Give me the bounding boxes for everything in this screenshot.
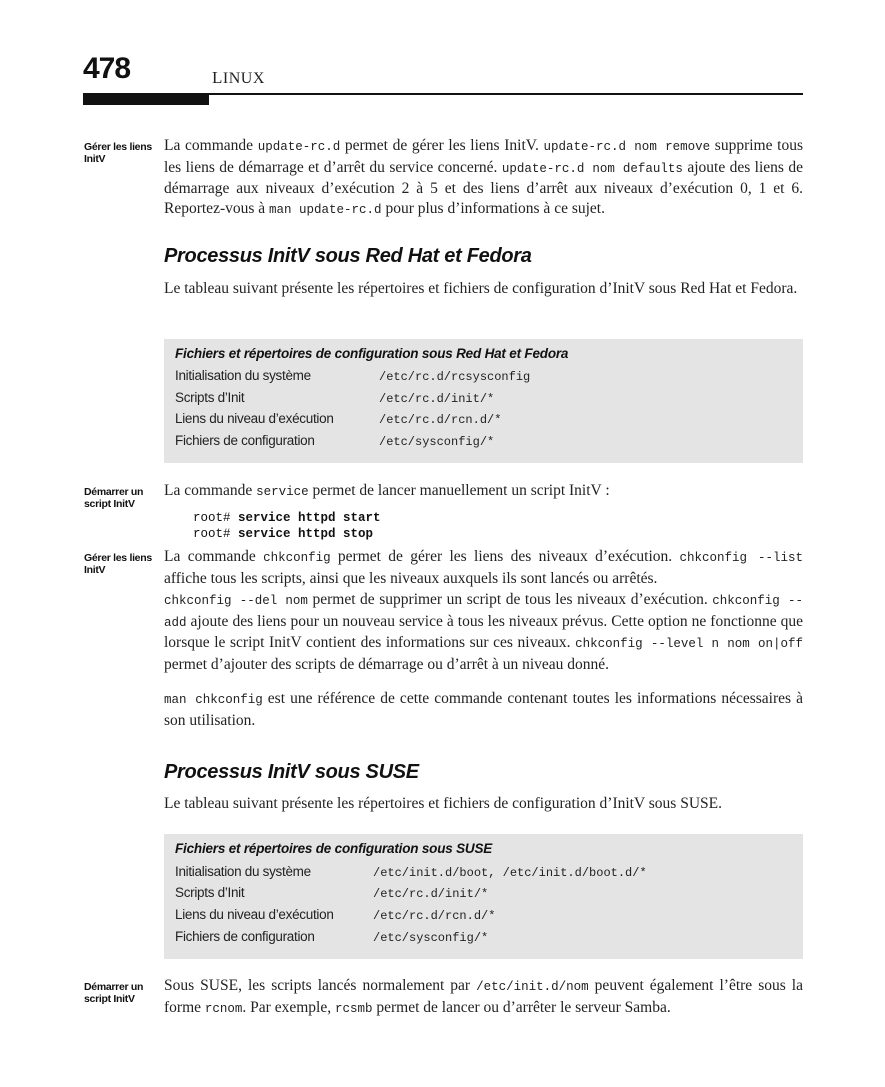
text: La commande — [164, 548, 264, 565]
inline-code: chkconfig --level n nom on|off — [575, 637, 803, 651]
text: Le tableau suivant présente les répertoires et fichiers de configuration d’InitV sous SUSE. — [164, 795, 722, 812]
config-row-label: Initialisation du système — [175, 368, 311, 383]
config-row-value: /etc/rc.d/init/* — [373, 887, 489, 901]
config-row-label: Scripts d’Init — [175, 390, 245, 405]
margin-note-manage-links: Gérer les liens InitV — [84, 141, 152, 165]
paragraph-service — [164, 481, 803, 503]
margin-note-start-script: Démarrer un script InitV — [84, 981, 144, 1005]
config-table-title: Fichiers et répertoires de configuration sous SUSE — [175, 841, 493, 856]
inline-code: update-rc.d — [257, 140, 341, 154]
code-line — [193, 510, 381, 526]
code-block — [193, 510, 381, 542]
text: . Par exemple, — [242, 998, 335, 1016]
code-command: service httpd stop — [238, 527, 374, 541]
text: affiche tous les scripts, ainsi que les niveaux auxquels ils sont lancés ou arrêtés. — [164, 569, 658, 587]
text: permet de lancer manuellement un script InitV : — [308, 482, 610, 499]
running-title-initial: L — [212, 68, 223, 87]
config-row-value: /etc/rc.d/rcn.d/* — [379, 413, 502, 427]
config-row-label: Liens du niveau d’exécution — [175, 411, 334, 426]
inline-code: update-rc.d nom defaults — [501, 161, 683, 176]
config-row-label: Liens du niveau d’exécution — [175, 907, 334, 922]
inline-code: man update-rc.d — [269, 202, 382, 217]
text: pour plus d’informations à ce sujet. — [381, 199, 605, 217]
config-table-row — [175, 411, 795, 433]
header-rule-block — [83, 95, 209, 105]
config-table-redhat — [164, 339, 803, 463]
text: permet de lancer ou d’arrêter le serveur Samba. — [372, 998, 671, 1016]
text: Le tableau suivant présente les répertoires et fichiers de configuration d’InitV sous Red Hat et Fedora. — [164, 280, 798, 297]
inline-code: man chkconfig — [164, 693, 263, 707]
text: peuvent également l’être sous la forme — [164, 977, 803, 1016]
paragraph-redhat-intro — [164, 279, 803, 299]
text: La commande — [164, 482, 257, 499]
paragraph-suse-scripts — [164, 976, 803, 1019]
page-number: 478 — [83, 52, 131, 85]
config-row-value: /etc/rc.d/init/* — [379, 392, 495, 406]
text: ajoute des liens de démarrage aux niveaux d’exécution 2 à 5 et des liens d’arrêt aux niveaux d’exécution 0, 1 et 6. Reportez-vous à — [164, 158, 803, 217]
text: permet d’ajouter des scripts de démarrage ou d’arrêt à un niveau donné. — [164, 655, 610, 673]
paragraph-update-rc — [164, 136, 803, 220]
section-heading-redhat: Processus InitV sous Red Hat et Fedora — [164, 245, 532, 267]
text: est une référence de cette commande contenant toutes les informations nécessaires à son utilisation. — [164, 690, 803, 729]
config-row-label: Fichiers de configuration — [175, 929, 315, 944]
config-table-row — [175, 864, 795, 886]
text: supprime tous les liens de démarrage et d’arrêt du service concerné. — [164, 137, 803, 176]
inline-code: chkconfig --del nom — [164, 594, 308, 608]
paragraph-suse-intro — [164, 794, 803, 814]
running-title — [212, 68, 265, 88]
config-row-label: Fichiers de configuration — [175, 433, 315, 448]
config-table-row — [175, 907, 795, 929]
paragraph-chkconfig-options — [164, 590, 803, 674]
paragraph-man-chkconfig — [164, 689, 803, 730]
margin-note-start-script: Démarrer un script InitV — [84, 486, 144, 510]
inline-code: /etc/init.d/nom — [476, 980, 589, 994]
text: ajoute des liens pour un nouveau service à tous les niveaux prévus. Cette option ne fonctionne que lorsque le script InitV contient des informations sur ces niveaux. — [164, 612, 803, 651]
margin-note-manage-links: Gérer les liens InitV — [84, 552, 152, 576]
text: Sous SUSE, les scripts lancés normalement par — [164, 977, 477, 994]
inline-code: chkconfig --list — [679, 551, 803, 565]
config-table-row — [175, 929, 795, 951]
config-table-row — [175, 368, 795, 390]
config-row-value: /etc/sysconfig/* — [379, 435, 495, 449]
inline-code: chkconfig — [263, 551, 331, 565]
config-table-title: Fichiers et répertoires de configuration sous Red Hat et Fedora — [175, 346, 569, 361]
config-table-suse — [164, 834, 803, 959]
config-row-value: /etc/init.d/boot, /etc/init.d/boot.d/* — [373, 866, 647, 880]
text: permet de gérer les liens InitV. — [340, 137, 544, 154]
running-title-rest: INUX — [222, 70, 265, 87]
section-heading-suse: Processus InitV sous SUSE — [164, 761, 419, 783]
text: permet de gérer les liens des niveaux d’exécution. — [330, 548, 680, 565]
text: La commande — [164, 137, 258, 154]
inline-code: chkconfig --add — [164, 594, 803, 630]
paragraph-chkconfig — [164, 547, 803, 588]
inline-code: rcnom — [204, 1001, 243, 1016]
config-row-label: Scripts d’Init — [175, 885, 245, 900]
inline-code: rcsmb — [334, 1001, 373, 1016]
page-header — [83, 52, 803, 112]
text: permet de supprimer un script de tous les niveaux d’exécution. — [307, 591, 713, 608]
inline-code: update-rc.d nom remove — [543, 140, 711, 154]
config-row-label: Initialisation du système — [175, 864, 311, 879]
config-table-row — [175, 885, 795, 907]
config-table-row — [175, 433, 795, 455]
code-prompt: root# — [193, 511, 239, 525]
code-prompt: root# — [193, 527, 239, 541]
code-command: service httpd start — [238, 511, 381, 525]
config-row-value: /etc/sysconfig/* — [373, 931, 489, 945]
config-row-value: /etc/rc.d/rcsysconfig — [379, 370, 531, 384]
inline-code: service — [256, 485, 309, 499]
config-row-value: /etc/rc.d/rcn.d/* — [373, 909, 496, 923]
config-table-row — [175, 390, 795, 412]
code-line — [193, 526, 381, 542]
